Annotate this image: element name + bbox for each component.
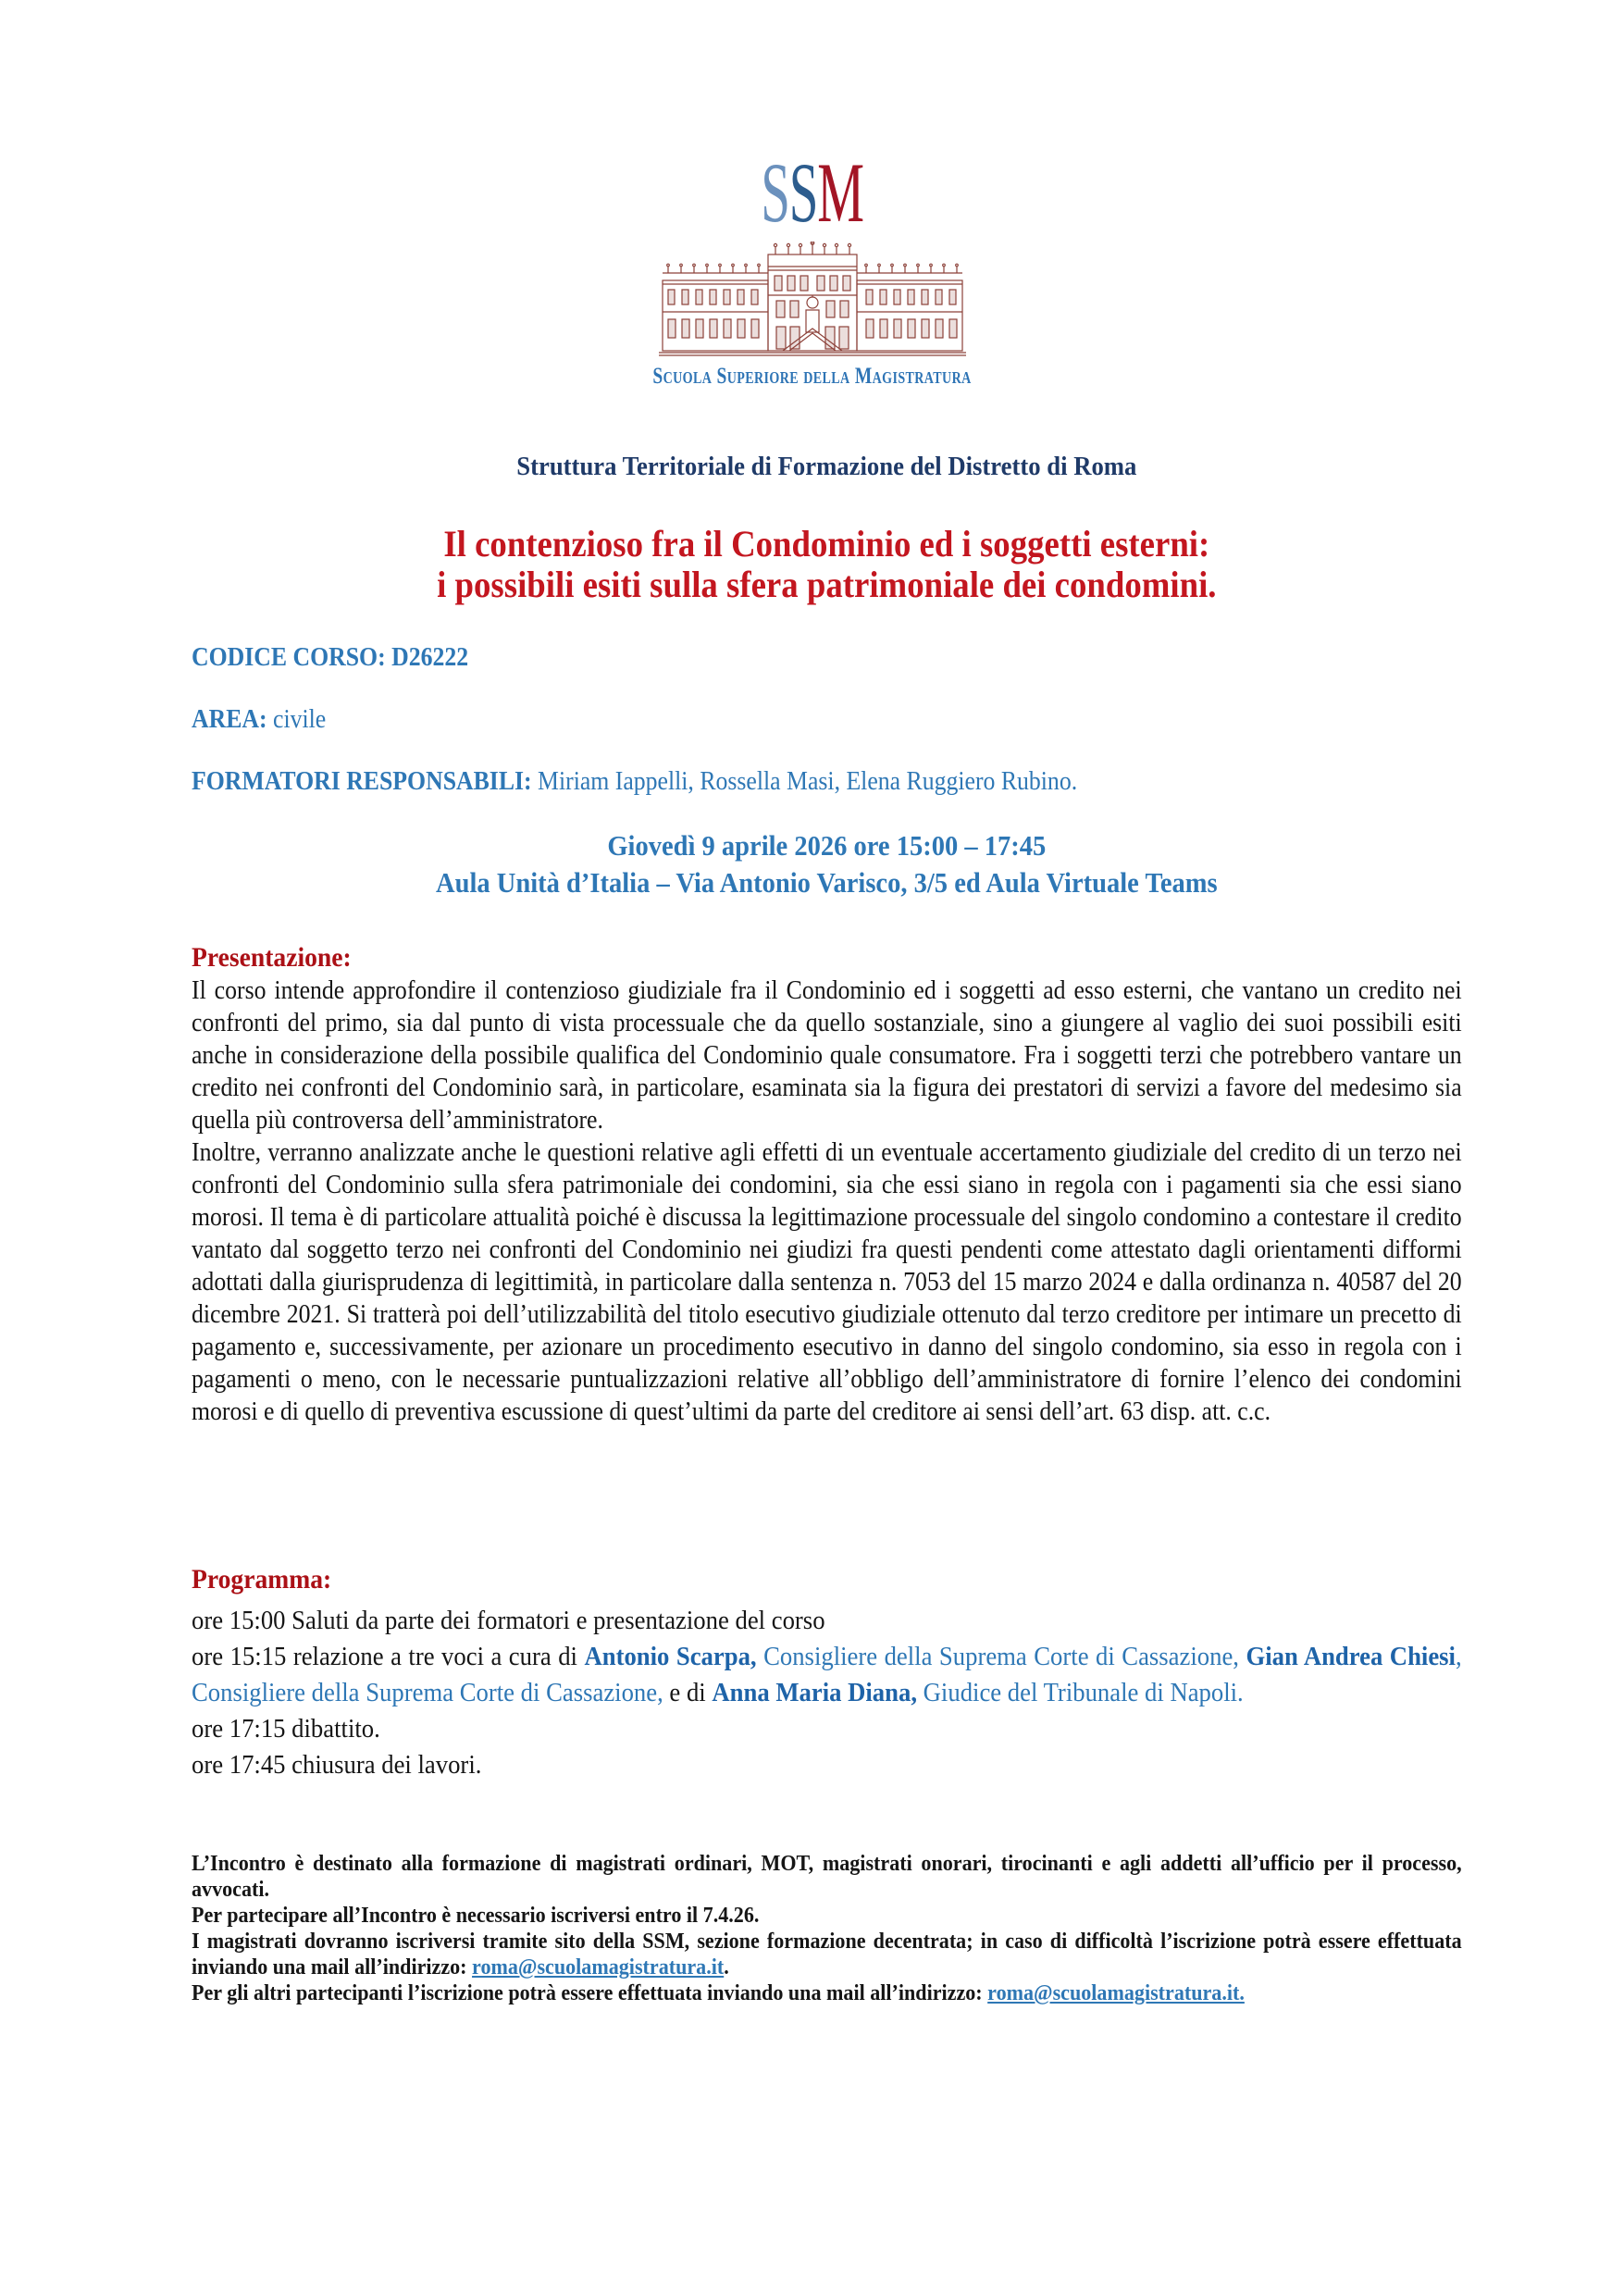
others-registration-text: Per gli altri partecipanti l’iscrizione potrà essere effettuata inviando una mail all’indirizzo: bbox=[192, 1981, 988, 2005]
speaker-name-gian-andrea-chiesi: Gian Andrea Chiesi bbox=[1246, 1642, 1456, 1671]
program-list bbox=[192, 1603, 1462, 1783]
program-item-4: ore 17:45 chiusura dei lavori. bbox=[192, 1750, 482, 1780]
schedule-block bbox=[192, 827, 1462, 901]
presentation-paragraph-1: Il corso intende approfondire il contenzioso giudiziale fra il Condominio ed i soggetti ad esso esterni, che vantano un credito nei confronti del primo, sia dal punto di vista processuale che da quello sostanziale, sino a giungere al vaglio dei suoi possibili esiti anche in considerazione della possibile qualifica del Condominio quale consumatore. Fra i soggetti terzi che potrebbero vantare un credito nei confronti del Condominio sarà, in particolare, esaminata sia la figura dei prestatori di servizi a favore del medesimo sia quella più controversa dell’amministratore. bbox=[192, 976, 1462, 1135]
org-header: Struttura Territoriale di Formazione del Distretto di Roma bbox=[516, 452, 1137, 481]
area-value: civile bbox=[273, 705, 327, 734]
schedule-venue: Aula Unità d’Italia – Via Antonio Varisco, 3/5 ed Aula Virtuale Teams bbox=[435, 866, 1218, 899]
speaker-role-2: , Consigliere della Suprema Corte di Cassazione, bbox=[192, 1642, 1462, 1707]
presentation-text bbox=[192, 974, 1462, 1428]
presentation-paragraph-2: Inoltre, verranno analizzate anche le questioni relative agli effetti di un eventuale accertamento giudiziale del credito di un terzo nei confronti del Condominio sulla sfera patrimoniale dei condomini, sia che essi siano in regola con i pagamenti sia che essi siano morosi. Il tema è di particolare attualità poiché è discussa la legittimazione processuale del singolo condomino a contestare il credito vantato dal soggetto terzo nei confronti del Condominio nei giudizi fra questi pendenti come attestato dagli orientamenti difformi adottati dalla giurisprudenza di legittimità, in particolare dalla sentenza n. 7053 del 15 marzo 2024 e dalla ordinanza n. 40587 del 20 dicembre 2021. Si tratterà poi dell’utilizzabilità del titolo esecutivo giudiziale ottenuto dal terzo creditore per intimare un precetto di pagamento e, successivamente, per azionare un procedimento esecutivo in danno del singolo condomino, sia esso in regola con i pagamenti o meno, con le necessarie puntualizzazioni relative all’obbligo dell’amministratore di fornire l’elenco dei condomini morosi e di quello di preventiva escussione di quest’ultimi da parte del creditore ai sensi dell’art. 63 disp. att. c.c. bbox=[192, 1138, 1462, 1426]
ssm-letter-s2: S bbox=[788, 145, 818, 240]
schedule-datetime: Giovedì 9 aprile 2026 ore 15:00 – 17:45 bbox=[607, 829, 1047, 862]
document-body bbox=[192, 0, 1462, 2296]
area-label: AREA: bbox=[192, 705, 267, 734]
program-item-3: ore 17:15 dibattito. bbox=[192, 1714, 380, 1744]
registration-info bbox=[192, 1851, 1462, 2006]
program-item-2 bbox=[192, 1639, 1462, 1711]
speaker-role-1: Consigliere della Suprema Corte di Cassazione, bbox=[756, 1642, 1246, 1671]
course-title-line2: i possibili esiti sulla sfera patrimoniale dei condomini. bbox=[437, 564, 1217, 605]
course-code-label: CODICE CORSO: bbox=[192, 643, 386, 672]
ssm-letter-s1: S bbox=[761, 145, 789, 240]
others-registration-paragraph bbox=[192, 1980, 1462, 2006]
program-item-2-lead: ore 15:15 relazione a tre voci a cura di bbox=[192, 1642, 585, 1671]
magistrates-registration-period: . bbox=[724, 1955, 729, 1980]
speaker-name-anna-maria-diana: Anna Maria Diana, bbox=[712, 1678, 917, 1707]
email-link-magistrates[interactable]: roma@scuolamagistratura.it bbox=[472, 1955, 725, 1980]
deadline-paragraph: Per partecipare all’Incontro è necessario iscriversi entro il 7.4.26. bbox=[192, 1904, 760, 1928]
magistrates-registration-text: I magistrati dovranno iscriversi tramite sito della SSM, sezione formazione decentrata; in caso di difficoltà l’iscrizione potrà essere effettuata inviando una mail all’indirizzo: bbox=[192, 1930, 1462, 1980]
course-code-value: D26222 bbox=[391, 643, 469, 672]
trainers-value: Miriam Iappelli, Rossella Masi, Elena Ruggiero Rubino. bbox=[538, 767, 1078, 796]
speaker-role-3: Giudice del Tribunale di Napoli. bbox=[916, 1678, 1244, 1707]
trainers-label: FORMATORI RESPONSABILI: bbox=[192, 767, 532, 796]
course-code-row bbox=[192, 642, 468, 674]
magistrates-registration-paragraph bbox=[192, 1929, 1462, 1980]
speaker-name-antonio-scarpa: Antonio Scarpa, bbox=[584, 1642, 757, 1671]
course-title-line1: Il contenzioso fra il Condominio ed i soggetti esterni: bbox=[443, 523, 1210, 565]
program-heading: Programma: bbox=[192, 1564, 332, 1595]
course-title bbox=[192, 524, 1462, 605]
email-link-others[interactable]: roma@scuolamagistratura.it. bbox=[987, 1981, 1245, 2005]
program-item-2-conjunction: e di bbox=[663, 1678, 713, 1707]
area-row bbox=[192, 704, 326, 736]
program-item-1: ore 15:00 Saluti da parte dei formatori e presentazione del corso bbox=[192, 1606, 825, 1635]
audience-paragraph: L’Incontro è destinato alla formazione di magistrati ordinari, MOT, magistrati onorari, tirocinanti e agli addetti all’ufficio per il processo, avvocati. bbox=[192, 1852, 1462, 1902]
ssm-letter-m: M bbox=[817, 145, 863, 240]
trainers-row bbox=[192, 766, 1077, 798]
presentation-heading: Presentazione: bbox=[192, 942, 352, 973]
ssm-logo-caption: Scuola Superiore della Magistratura bbox=[652, 364, 972, 389]
